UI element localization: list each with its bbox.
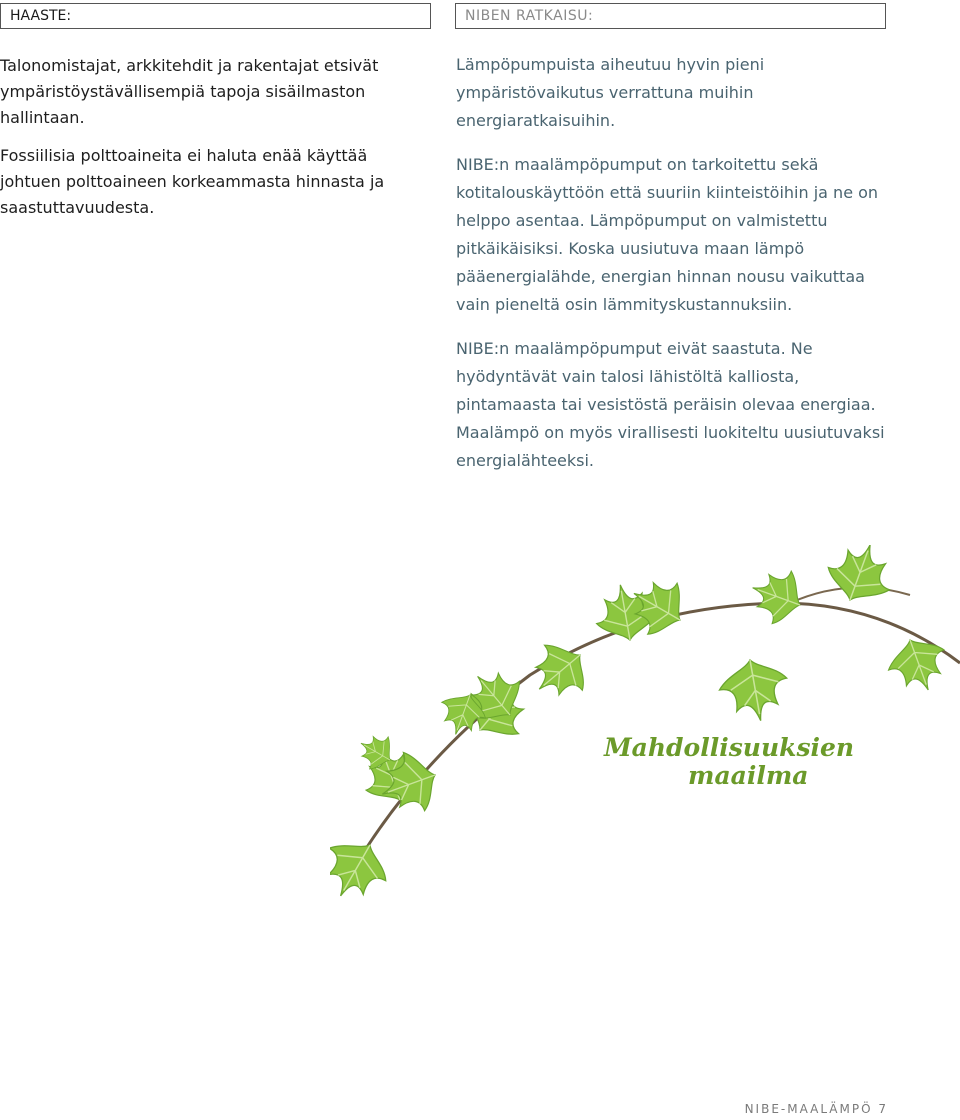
solution-paragraph: NIBE:n maalämpöpumput eivät saastuta. Ne hyödyntävät vain talosi lähistöltä kalliosta, pintamaasta tai vesistöstä peräisin olevaa energiaa. Maalämpö on myös virallisesti luokiteltu uusiutuvaksi energialähteeksi. <box>456 339 885 470</box>
solution-paragraph: Lämpöpumpuista aiheutuu hyvin pieni ympäristövaikutus verrattuna muihin energiaratkaisuihin. <box>456 55 765 130</box>
challenge-label-box <box>0 3 431 29</box>
solution-paragraph: NIBE:n maalämpöpumput on tarkoitettu sekä kotitalouskäyttöön että suuriin kiinteistöihin ja ne on helppo asentaa. Lämpöpumput on valmistettu pitkäikäisiksi. Koska uusiutuva maan lämpö pääenergialähde, energian hinnan nousu vaikuttaa vain pieneltä osin lämmityskustannuksiin. <box>456 155 879 314</box>
solution-label-box <box>455 3 886 29</box>
challenge-column <box>0 53 410 233</box>
challenge-label: HAASTE: <box>10 8 72 24</box>
illustration-title-line-2: maailma <box>688 761 809 790</box>
page-footer: NIBE-MAALÄMPÖ 7 <box>744 1102 888 1116</box>
solution-label: NIBEN RATKAISU: <box>465 8 594 24</box>
challenge-paragraph: Fossiilisia polttoaineita ei haluta enää käyttää johtuen polttoaineen korkeammasta hinnasta ja saastuttavuudesta. <box>0 146 385 217</box>
solution-column <box>456 51 896 491</box>
illustration-title-line-1: Mahdollisuuksien <box>604 733 855 762</box>
challenge-paragraph: Talonomistajat, arkkitehdit ja rakentajat etsivät ympäristöystävällisempiä tapoja sisäilmaston hallintaan. <box>0 56 379 127</box>
illustration-title <box>604 734 864 790</box>
